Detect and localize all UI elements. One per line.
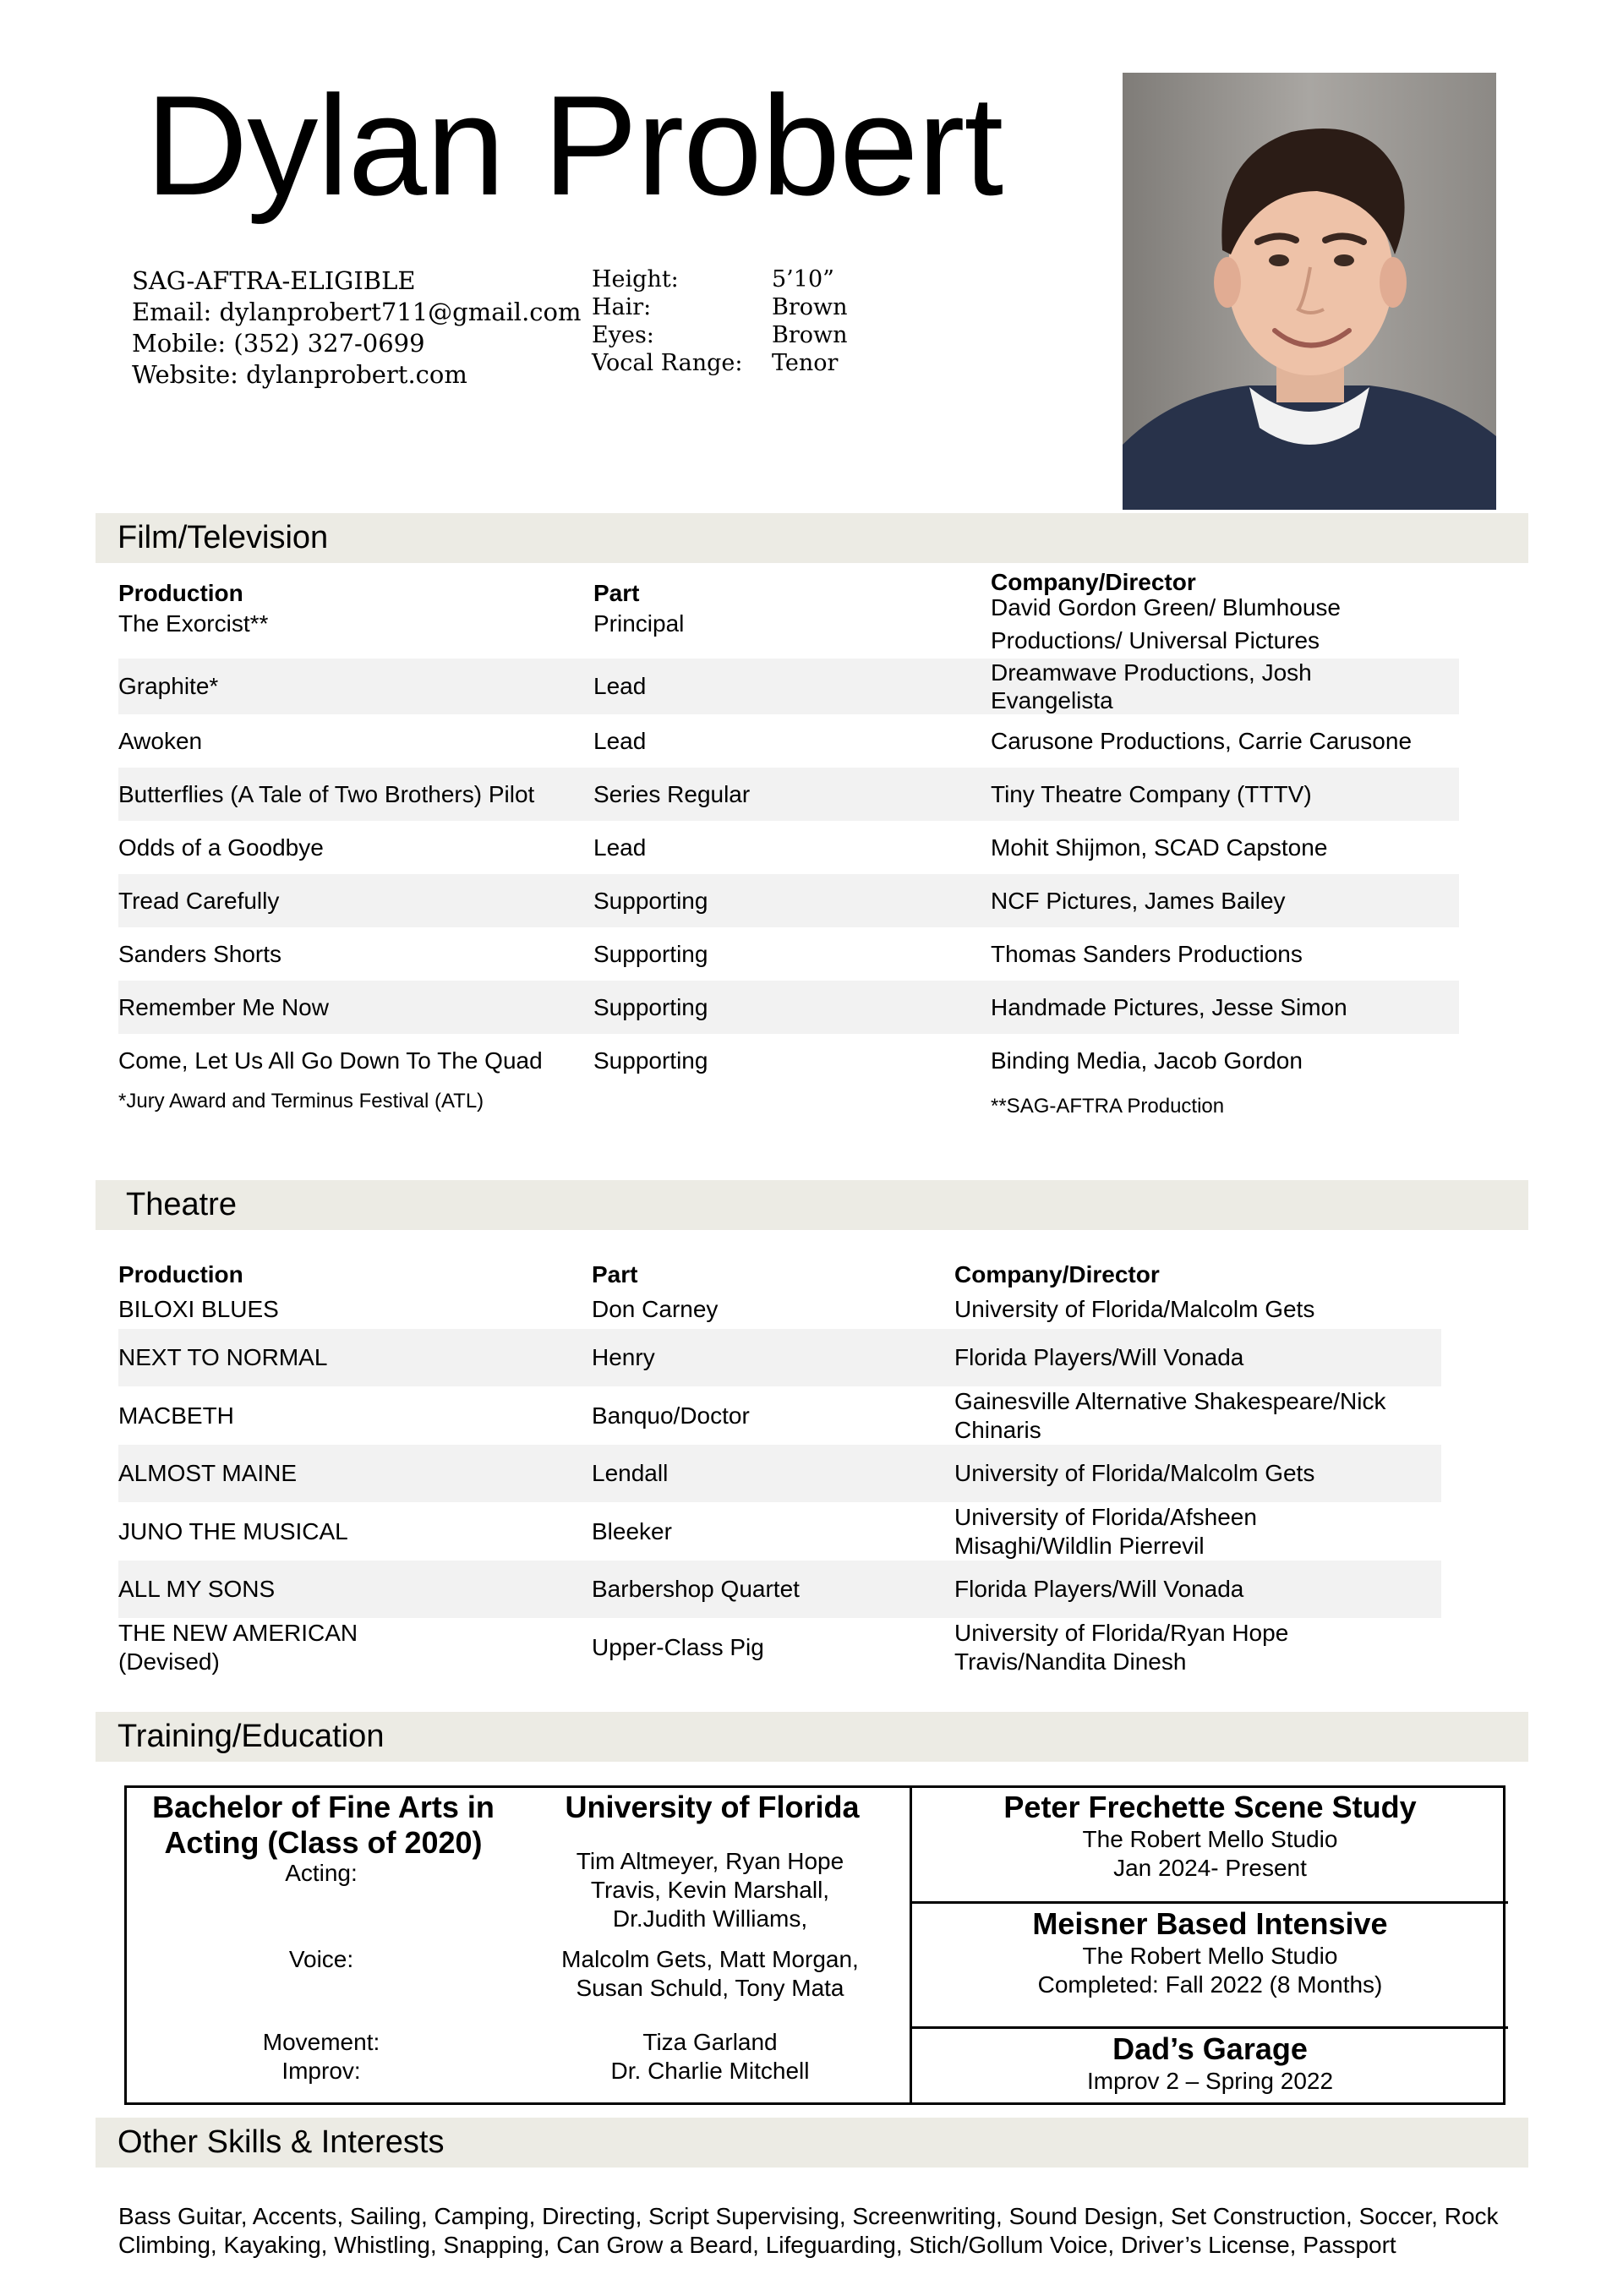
header-production: Production	[118, 1261, 243, 1287]
cell-company: NCF Pictures, James Bailey	[991, 887, 1286, 914]
stats-block	[592, 265, 848, 377]
note-sag-aftra: **SAG-AFTRA Production	[991, 1095, 1225, 1118]
cell-company: Carusone Productions, Carrie Carusone	[991, 727, 1413, 754]
cell-company: University of Florida/Malcolm Gets	[954, 1295, 1315, 1322]
cell-company: Florida Players/Will Vonada	[954, 1576, 1244, 1602]
table-row	[118, 1386, 1441, 1445]
cell-part: Lead	[593, 673, 647, 699]
stat-hair	[592, 293, 848, 321]
cell-production: NEXT TO NORMAL	[118, 1344, 328, 1370]
table-row	[118, 874, 1459, 927]
section-title-training: Training/Education	[117, 1719, 385, 1754]
program-dads-garage	[912, 2031, 1508, 2096]
cell-production: Awoken	[118, 727, 203, 754]
cell-production: Remember Me Now	[118, 993, 329, 1020]
stat-label: Vocal Range:	[592, 350, 743, 376]
contact-block	[132, 265, 582, 391]
skills-text: Bass Guitar, Accents, Sailing, Camping, Directing, Script Supervising, Screenwriting, Sound Design, Set Construction, Soccer, Rock Climbing, Kayaking, Whistling, Snapping, Can Grow a Beard, Lifeguarding, Stich/Gollum Voice, Driver’s License, Passport	[118, 2203, 1499, 2258]
cell-production: Odds of a Goodbye	[118, 834, 324, 861]
table-row	[118, 1329, 1441, 1386]
cell-production: Sanders Shorts	[118, 940, 281, 967]
improv-teacher: Dr. Charlie Mitchell	[610, 2058, 810, 2084]
movement-label: Movement:	[262, 2029, 380, 2055]
section-title-skills: Other Skills & Interests	[117, 2124, 445, 2160]
header-part: Part	[592, 1261, 638, 1287]
cell-company: Mohit Shijmon, SCAD Capstone	[991, 834, 1328, 861]
cell-part: Bleeker	[592, 1517, 672, 1544]
table-row	[118, 1561, 1441, 1618]
stat-value: Tenor	[772, 350, 839, 376]
stat-label: Hair:	[592, 294, 652, 320]
training-box	[124, 1785, 1506, 2105]
degree-title: Bachelor of Fine Arts in Acting (Class of 2020)	[152, 1790, 495, 1860]
cell-part: Supporting	[593, 887, 708, 914]
table-row	[118, 768, 1459, 821]
cell-part: Upper-Class Pig	[592, 1633, 764, 1660]
film-notes	[118, 1087, 1459, 1124]
union-status: SAG-AFTRA-ELIGIBLE	[132, 266, 416, 295]
table-row	[118, 1502, 1441, 1561]
section-band-theatre	[96, 1180, 1528, 1230]
film-table	[118, 568, 1459, 1124]
table-row	[118, 1445, 1441, 1502]
cell-production: JUNO THE MUSICAL	[118, 1517, 348, 1544]
cell-production: Graphite*	[118, 673, 219, 699]
horizontal-divider	[910, 2026, 1508, 2029]
improv-label: Improv:	[281, 2058, 361, 2084]
theatre-table	[118, 1260, 1441, 1676]
stat-height	[592, 265, 848, 293]
cell-company: University of Florida/Ryan Hope Travis/Nandita Dinesh	[954, 1619, 1289, 1675]
cell-production: BILOXI BLUES	[118, 1295, 279, 1322]
cell-part: Lead	[593, 834, 647, 861]
header-company: Company/Director	[991, 569, 1196, 595]
header-company: Company/Director	[954, 1261, 1160, 1287]
cell-production: MACBETH	[118, 1402, 234, 1429]
program-studio: The Robert Mello Studio	[1082, 1943, 1338, 1969]
cell-production: ALMOST MAINE	[118, 1460, 298, 1486]
table-row	[118, 981, 1459, 1034]
website-text: Website: dylanprobert.com	[132, 360, 467, 389]
header-part: Part	[593, 580, 640, 606]
table-row	[118, 1618, 1441, 1676]
section-band-training	[96, 1712, 1528, 1762]
cell-company: Dreamwave Productions, Josh Evangelista	[991, 659, 1312, 713]
cell-company: Tiny Theatre Company (TTTV)	[991, 780, 1312, 807]
cell-part: Banquo/Doctor	[592, 1402, 750, 1429]
stat-value: Brown	[772, 294, 848, 320]
cell-production: Butterflies (A Tale of Two Brothers) Pilot	[118, 780, 535, 807]
program-peter-frechette	[912, 1790, 1508, 1883]
mobile-text: Mobile: (352) 327-0699	[132, 329, 425, 358]
horizontal-divider	[910, 1901, 1508, 1904]
program-dates: Completed: Fall 2022 (8 Months)	[1037, 1971, 1383, 1998]
cell-company: University of Florida/Afsheen Misaghi/Wildlin Pierrevil	[954, 1503, 1257, 1559]
cell-company: Thomas Sanders Productions	[991, 940, 1303, 967]
cell-production: THE NEW AMERICAN (Devised)	[118, 1619, 358, 1675]
cell-part: Supporting	[593, 940, 708, 967]
cell-part: Supporting	[593, 993, 708, 1020]
program-dates: Jan 2024- Present	[1113, 1855, 1307, 1881]
program-title: Dad’s Garage	[1112, 2031, 1308, 2066]
table-row	[118, 1289, 1441, 1329]
program-meisner	[912, 1906, 1508, 1999]
program-detail: Improv 2 – Spring 2022	[1086, 2068, 1334, 2094]
cell-company: University of Florida/Malcolm Gets	[954, 1460, 1315, 1486]
table-row	[118, 821, 1459, 874]
cell-part: Don Carney	[592, 1295, 719, 1322]
cell-company: Florida Players/Will Vonada	[954, 1344, 1244, 1370]
cell-part: Lead	[593, 727, 647, 754]
cell-production: Come, Let Us All Go Down To The Quad	[118, 1047, 543, 1074]
program-studio: The Robert Mello Studio	[1082, 1826, 1338, 1852]
voice-label: Voice:	[288, 1946, 354, 1972]
program-title: Meisner Based Intensive	[1032, 1906, 1388, 1941]
section-title-theatre: Theatre	[126, 1187, 237, 1222]
cell-company: Gainesville Alternative Shakespeare/Nick Chinaris	[954, 1387, 1386, 1443]
cell-production: Tread Carefully	[118, 887, 280, 914]
actor-name: Dylan Probert	[145, 66, 1003, 225]
header-production: Production	[118, 580, 243, 606]
stat-label: Eyes:	[592, 322, 654, 348]
table-row	[118, 927, 1459, 981]
headshot-photo	[1123, 73, 1496, 510]
table-row	[118, 714, 1459, 768]
table-row	[118, 1034, 1459, 1087]
school-name: University of Florida	[565, 1790, 860, 1824]
cell-part: Principal	[593, 610, 685, 637]
cell-production: The Exorcist**	[118, 610, 269, 637]
note-jury-award: *Jury Award and Terminus Festival (ATL)	[118, 1090, 484, 1112]
stat-label: Height:	[592, 266, 679, 292]
stat-value: Brown	[772, 322, 848, 348]
stat-eyes	[592, 321, 848, 349]
program-title: Peter Frechette Scene Study	[1003, 1790, 1417, 1824]
acting-label: Acting:	[285, 1860, 358, 1886]
voice-teachers: Malcolm Gets, Matt Morgan, Susan Schuld, Tony Mata	[561, 1946, 859, 2001]
section-band-skills	[96, 2118, 1528, 2168]
table-row	[118, 659, 1459, 714]
acting-teachers: Tim Altmeyer, Ryan Hope Travis, Kevin Marshall, Dr.Judith Williams,	[576, 1848, 844, 1932]
cell-production: ALL MY SONS	[118, 1576, 276, 1602]
cell-part: Series Regular	[593, 780, 751, 807]
section-band-film	[96, 513, 1528, 563]
cell-company: David Gordon Green/ Blumhouse Productions/ Universal Pictures	[991, 593, 1341, 653]
email-text: Email: dylanprobert711@gmail.com	[132, 298, 582, 326]
cell-part: Supporting	[593, 1047, 708, 1074]
cell-part: Henry	[592, 1344, 655, 1370]
cell-part: Lendall	[592, 1460, 669, 1486]
cell-company: Binding Media, Jacob Gordon	[991, 1047, 1303, 1074]
movement-teacher: Tiza Garland	[642, 2029, 778, 2055]
table-header	[118, 1260, 1441, 1289]
cell-part: Barbershop Quartet	[592, 1576, 800, 1602]
cell-company: Handmade Pictures, Jesse Simon	[991, 993, 1347, 1020]
stat-vocal-range	[592, 349, 848, 377]
stat-value: 5’10”	[772, 266, 834, 292]
section-title-film: Film/Television	[117, 520, 329, 555]
